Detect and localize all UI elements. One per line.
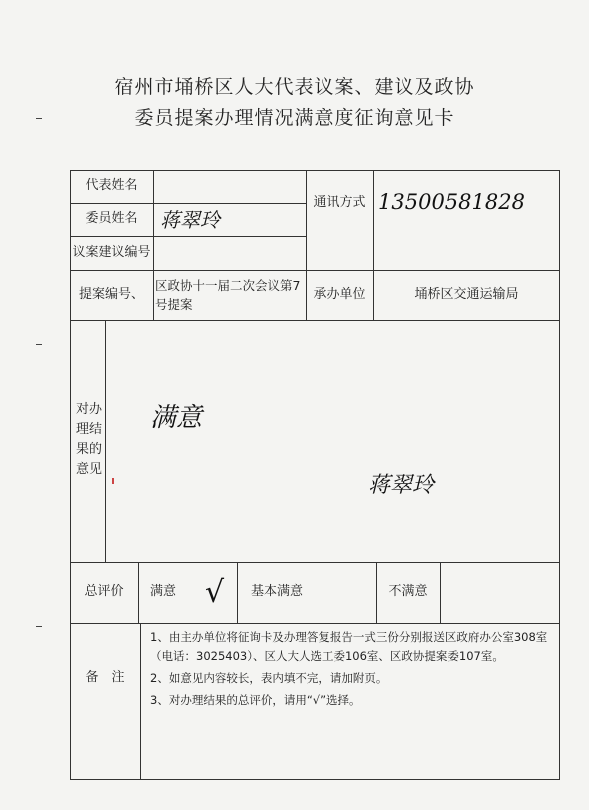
zongpingjia-label: 总评价	[84, 584, 124, 600]
weiyuan-value: 蒋翠玲	[160, 208, 220, 232]
manyi-label: 满意	[149, 584, 176, 600]
daibiao-label: 代表姓名	[85, 178, 138, 194]
tongxun-value: 13500581828	[378, 190, 525, 215]
notes-list	[150, 628, 555, 713]
result-label: 对办理结果的意见	[76, 401, 103, 478]
tongxun-label: 通讯方式	[313, 194, 366, 210]
manyi-check-mark: √	[204, 574, 225, 610]
weiyuan-label: 委员姓名	[85, 211, 138, 227]
note-item: 3、对办理结果的总评价，请用“√”选择。	[150, 692, 361, 707]
tian-label: 提案编号、	[78, 286, 144, 302]
tian-value: 区政协十一届二次会议第7号提案	[155, 277, 301, 312]
note-item: 2、如意见内容较长，表内填不完，请加附页。	[150, 670, 388, 685]
form-title-line2: 委员提案办理情况满意度征询意见卡	[134, 107, 455, 129]
yian-label: 议案建议编号	[72, 244, 151, 260]
margin-mark	[36, 118, 42, 119]
note-item: 1、由主办单位将征询卡及办理答复报告一式三份分别报送区政府办公室308室（电话：3025403）、区人大人选工委106室、区政协提案委107室。	[150, 630, 548, 663]
result-signature: 蒋翠玲	[368, 472, 435, 498]
beizhu-label: 备 注	[85, 669, 125, 685]
jiben-manyi-label: 基本满意	[250, 584, 303, 600]
result-handwriting: 满意	[150, 402, 203, 433]
chengban-value: 埇桥区交通运输局	[414, 286, 519, 302]
bumanyi-label: 不满意	[388, 584, 428, 600]
margin-mark	[36, 344, 42, 345]
chengban-label: 承办单位	[313, 286, 366, 302]
margin-mark	[36, 626, 42, 627]
form-title-line1: 宿州市埇桥区人大代表议案、建议及政协	[114, 76, 475, 98]
